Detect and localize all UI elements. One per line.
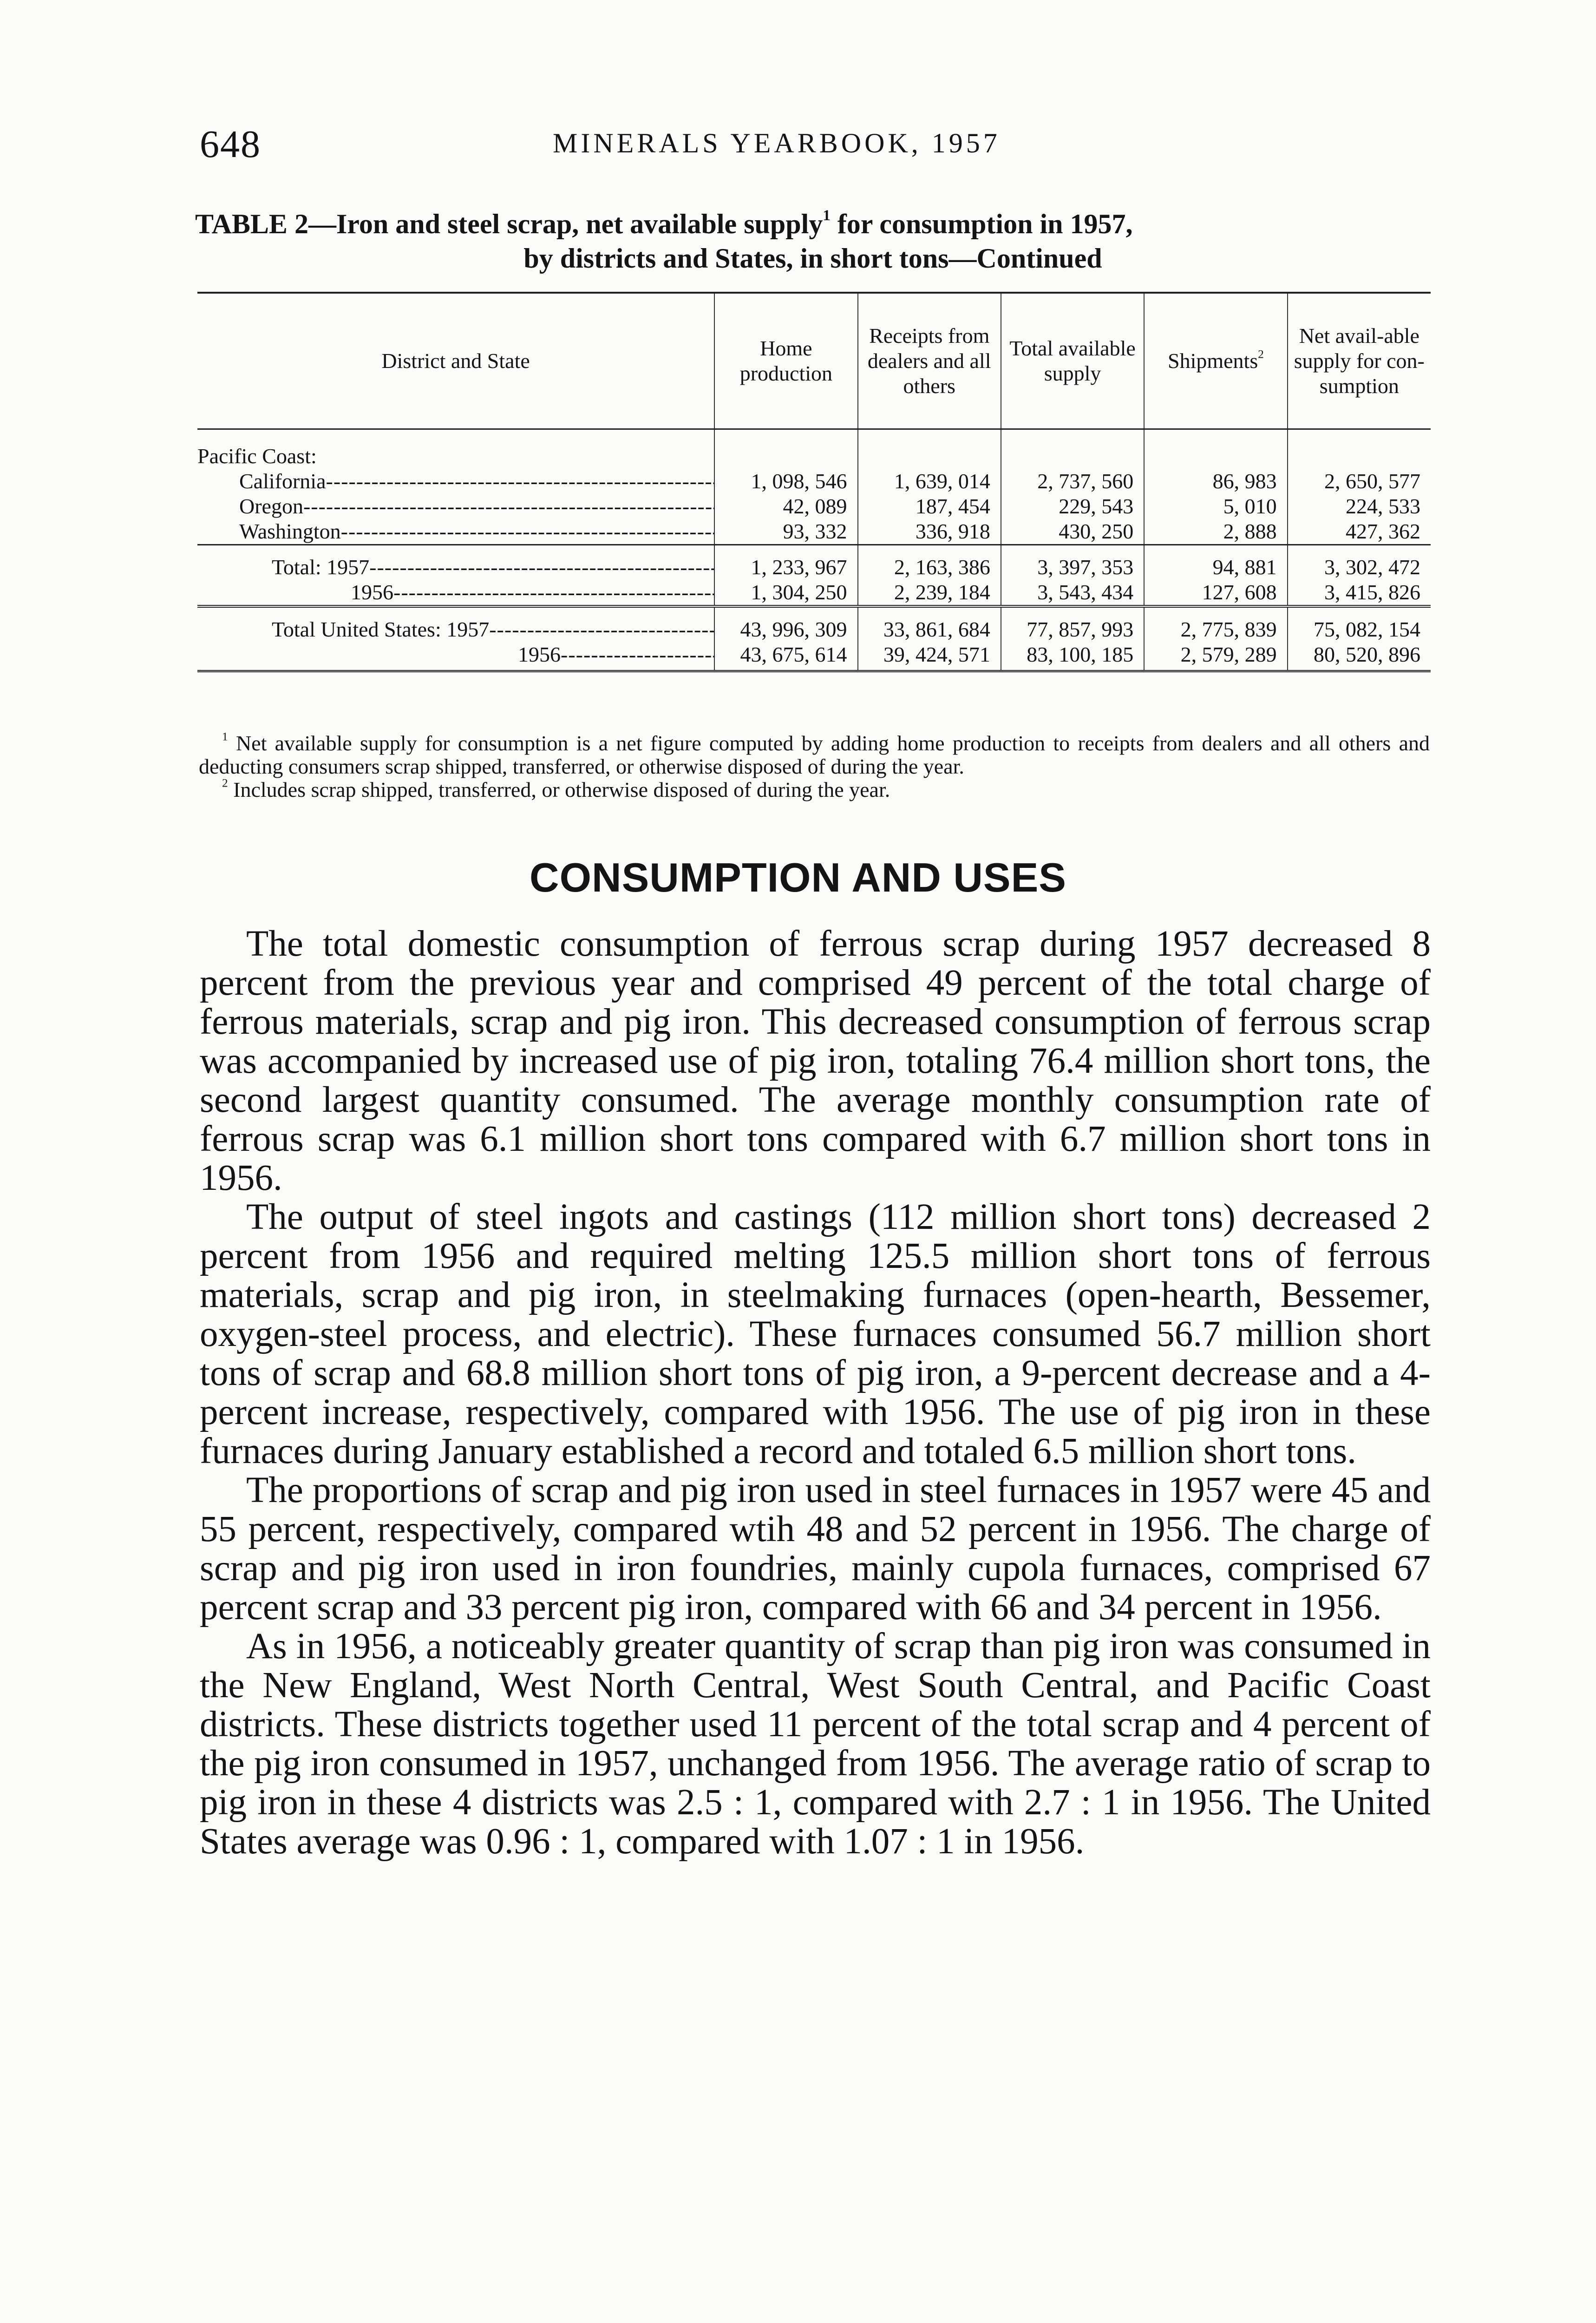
cell-total: 430, 250 [1001, 519, 1144, 545]
cell-total: 77, 857, 993 [1001, 617, 1144, 642]
cell-shipments: 94, 881 [1144, 555, 1287, 580]
table-total-row [197, 555, 1431, 580]
cell-shipments: 5, 010 [1144, 494, 1287, 519]
cell-receipts: 2, 239, 184 [858, 580, 1001, 606]
cell-total: 3, 397, 353 [1001, 555, 1144, 580]
table-row [197, 469, 1431, 494]
cell-total: 2, 737, 560 [1001, 469, 1144, 494]
table-caption-line1: TABLE 2—Iron and steel scrap, net available supply$^1$ for consumption in 1957, [195, 207, 1133, 239]
cell-receipts: 187, 454 [858, 494, 1001, 519]
running-title: MINERALS YEARBOOK, 1957 [553, 128, 1001, 158]
col-header-shipments: Shipments$^2$ [1144, 293, 1287, 429]
row-label: 1956 ----- [197, 642, 714, 671]
table-group-row [197, 429, 1431, 469]
footnote-2: $^2$ Includes scrap shipped, transferred, or otherwise disposed of during the year. [222, 776, 890, 801]
cell-home: 43, 996, 309 [714, 617, 857, 642]
row-label: Washington ----- [197, 519, 714, 545]
cell-home: 43, 675, 614 [714, 642, 857, 671]
row-label: Total United States: 1957 ----- [197, 617, 714, 642]
cell-receipts: 33, 861, 684 [858, 617, 1001, 642]
cell-net: 2, 650, 577 [1288, 469, 1431, 494]
cell-home: 93, 332 [714, 519, 857, 545]
paragraph: The proportions of scrap and pig iron used in steel furnaces in 1957 were 45 and 55 percent, respectively, compared wtih 48 and 52 percent in 1956. The charge of scrap and pig iron used in iron foundries, mainly cupola furnaces, comprised 67 percent scrap and 33 percent pig iron, compared with 66 and 34 percent in 1956. [200, 1470, 1431, 1627]
cell-receipts: 2, 163, 386 [858, 555, 1001, 580]
cell-net: 80, 520, 896 [1288, 642, 1431, 671]
table-spacer [197, 606, 1431, 617]
table-header-row [197, 293, 1431, 429]
table-total-row [197, 580, 1431, 606]
cell-net: 3, 415, 826 [1288, 580, 1431, 606]
caption-footnote-ref: 1 [823, 207, 831, 224]
paragraph: The output of steel ingots and castings (112 million short tons) decreased 2 percent from 1956 and required melting 125.5 million short tons of ferrous materials, scrap and pig iron, in steelmaking furnaces (open-hearth, Bessemer, oxygen-steel process, and electric). These furnaces consumed 56.7 million short tons of scrap and 68.8 million short tons of pig iron, a 9-percent decrease and a 4-percent increase, respectively, compared with 1956. The use of pig iron in these furnaces during January established a record and totaled 6.5 million short tons. [200, 1197, 1431, 1471]
table-caption [195, 207, 1431, 276]
cell-net: 75, 082, 154 [1288, 617, 1431, 642]
row-label: California ----- [197, 469, 714, 494]
col-header-receipts: Receipts from dealers and all others [858, 293, 1001, 429]
cell-home: 1, 304, 250 [714, 580, 857, 606]
col-header-net-supply: Net avail-able supply for con-sumption [1288, 293, 1431, 429]
section-body [200, 925, 1431, 1861]
table-row [197, 494, 1431, 519]
col-header-home-production: Home production [714, 293, 857, 429]
cell-net: 427, 362 [1288, 519, 1431, 545]
cell-home: 1, 098, 546 [714, 469, 857, 494]
cell-shipments: 2, 888 [1144, 519, 1287, 545]
paragraph: As in 1956, a noticeably greater quantity of scrap than pig iron was consumed in the New England, West North Central, West South Central, and Pacific Coast districts. These districts together used 11 percent of the total scrap and 4 percent of the pig iron consumed in 1957, unchanged from 1956. The average ratio of scrap to pig iron in these 4 districts was 2.5 : 1, compared with 2.7 : 1 in 1956. The United States average was 0.96 : 1, compared with 1.07 : 1 in 1956. [200, 1626, 1431, 1862]
cell-receipts: 39, 424, 571 [858, 642, 1001, 671]
page-number: 648 [200, 123, 261, 166]
cell-receipts: 1, 639, 014 [858, 469, 1001, 494]
row-label: Total: 1957 ----- [197, 555, 714, 580]
paragraph: The total domestic consumption of ferrous scrap during 1957 decreased 8 percent from the previous year and comprised 49 percent of the total charge of ferrous materials, scrap and pig iron. This decreased consumption of ferrous scrap was accompanied by increased use of pig iron, totaling 76.4 million short tons, the second largest quantity consumed. The average monthly consumption rate of ferrous scrap was 6.1 million short tons compared with 6.7 million short tons in 1956. [200, 924, 1431, 1198]
cell-shipments: 86, 983 [1144, 469, 1287, 494]
table-row [197, 519, 1431, 545]
table-spacer [197, 545, 1431, 555]
table-footnotes [199, 732, 1430, 801]
cell-home: 1, 233, 967 [714, 555, 857, 580]
table-us-total-row [197, 617, 1431, 642]
running-head [200, 122, 1426, 168]
cell-total: 229, 543 [1001, 494, 1144, 519]
group-title-pacific-coast: Pacific Coast: [197, 444, 317, 468]
cell-net: 224, 533 [1288, 494, 1431, 519]
col-header-total-supply: Total available supply [1001, 293, 1144, 429]
cell-shipments: 2, 775, 839 [1144, 617, 1287, 642]
table-us-total-row [197, 642, 1431, 671]
section-heading: CONSUMPTION AND USES [530, 854, 1066, 900]
cell-net: 3, 302, 472 [1288, 555, 1431, 580]
cell-receipts: 336, 918 [858, 519, 1001, 545]
scrap-supply-table [197, 292, 1431, 672]
cell-shipments: 2, 579, 289 [1144, 642, 1287, 671]
cell-total: 83, 100, 185 [1001, 642, 1144, 671]
row-label: 1956 ----- [197, 580, 714, 606]
row-label: Oregon ----- [197, 494, 714, 519]
cell-home: 42, 089 [714, 494, 857, 519]
cell-shipments: 127, 608 [1144, 580, 1287, 606]
footnote-1: $^1$ Net available supply for consumption is a net figure computed by adding home production to receipts from dealers and all others and deducting consumers scrap shipped, transferred, or otherwise disposed of during the year. [199, 730, 1430, 778]
col-header-district: District and State [197, 293, 714, 429]
cell-total: 3, 543, 434 [1001, 580, 1144, 606]
table-caption-line2: by districts and States, in short tons—Continued [523, 243, 1102, 274]
